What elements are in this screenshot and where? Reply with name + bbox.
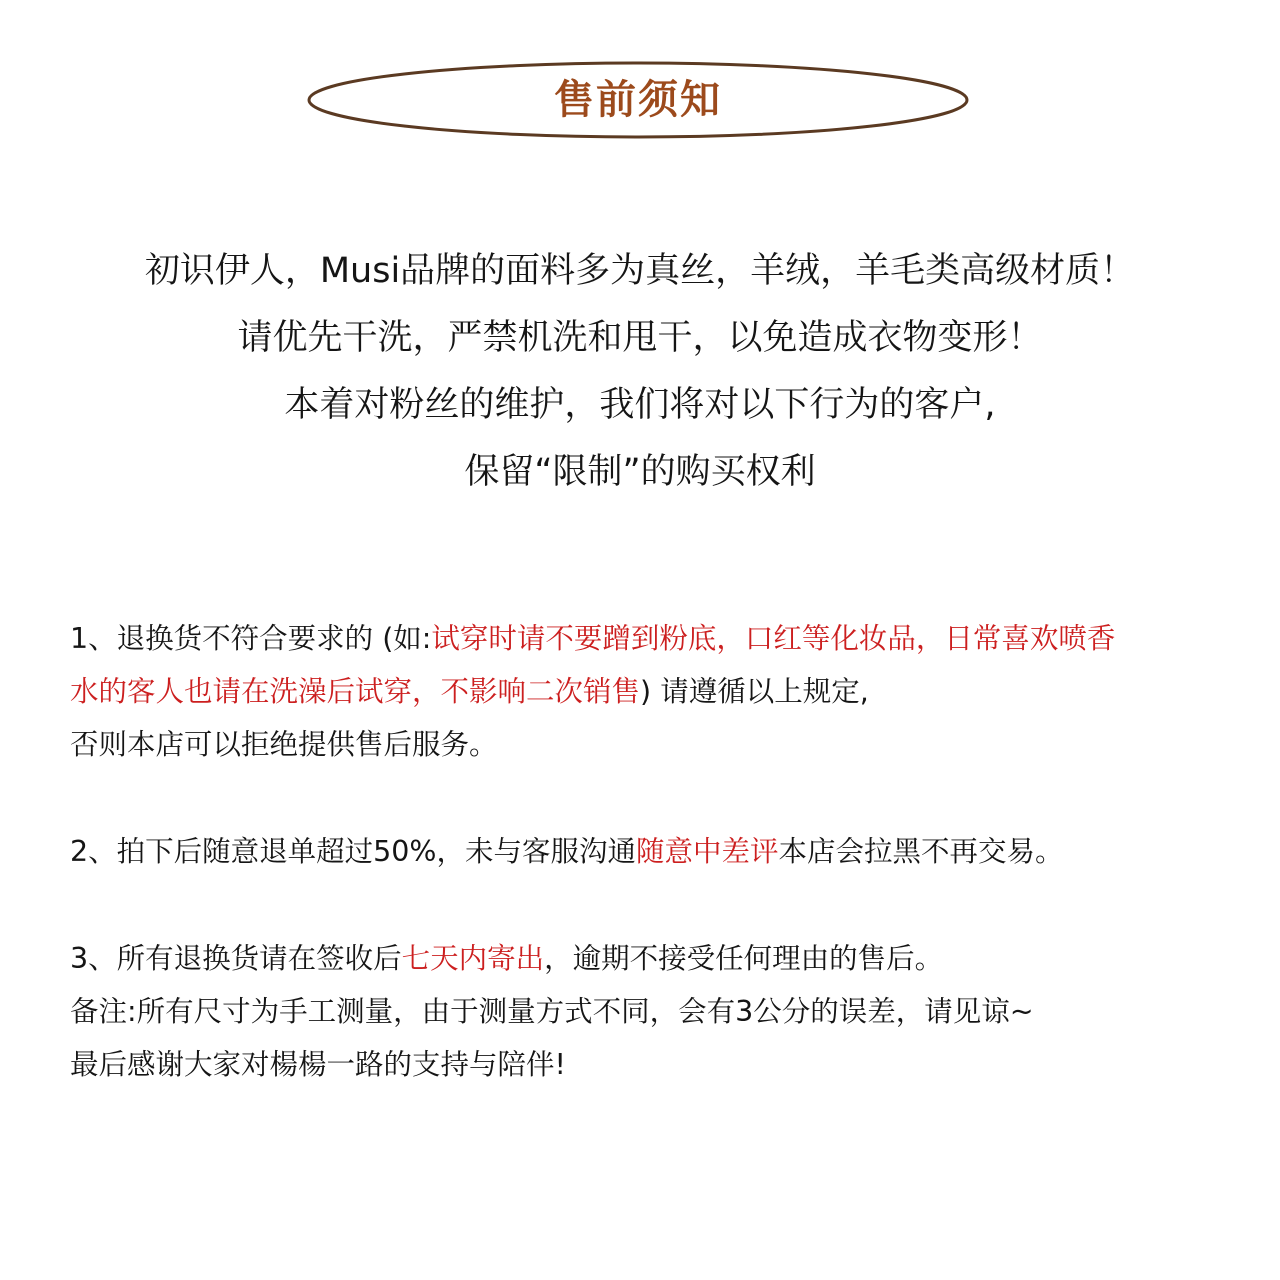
rule-3-highlight: 七天内寄出 [401, 942, 545, 975]
rule-1-highlight-1: 试穿时请不要蹭到粉底，口红等化妆品，日常喜欢喷香 [431, 622, 1116, 655]
rule-1-line-2 [70, 665, 1250, 718]
rule-3-prefix: 3、所有退换货请在签收后 [70, 942, 402, 975]
rule-2-suffix: 本店会拉黑不再交易。 [778, 835, 1064, 868]
thanks-line: 最后感谢大家对楊楊一路的支持与陪伴! [70, 1048, 566, 1081]
rule-1-highlight-2: 水的客人也请在洗澡后试穿，不影响二次销售 [70, 675, 641, 708]
rule-1-line-3: 否则本店可以拒绝提供售后服务。 [70, 728, 498, 761]
rule-1-suffix: ) 请遵循以上规定, [640, 675, 869, 708]
spacer [70, 771, 1250, 825]
title-banner [306, 60, 970, 140]
rule-1-line-1 [70, 612, 1250, 665]
note-line: 备注:所有尺寸为手工测量，由于测量方式不同，会有3公分的误差，请见谅~ [70, 995, 1034, 1028]
rules-block [70, 612, 1250, 1091]
rule-2 [70, 825, 1250, 878]
rule-2-prefix: 2、拍下后随意退单超过50%，未与客服沟通 [70, 835, 636, 868]
intro-line-4: 保留“限制”的购买权利 [464, 452, 816, 492]
intro-line-1: 初识伊人，Musi品牌的面料多为真丝，羊绒，羊毛类高级材质！ [144, 251, 1136, 291]
intro-line-2: 请优先干洗，严禁机洗和甩干，以免造成衣物变形！ [237, 318, 1043, 358]
rule-3 [70, 932, 1250, 985]
page-title: 售前须知 [554, 77, 722, 123]
intro-line-3: 本着对粉丝的维护，我们将对以下行为的客户, [284, 385, 996, 425]
intro-block [40, 238, 1240, 506]
rule-3-suffix: ，逾期不接受任何理由的售后。 [544, 942, 944, 975]
rule-2-highlight: 随意中差评 [635, 835, 779, 868]
rule-1-prefix: 1、退换货不符合要求的 (如: [70, 622, 432, 655]
spacer [70, 878, 1250, 932]
